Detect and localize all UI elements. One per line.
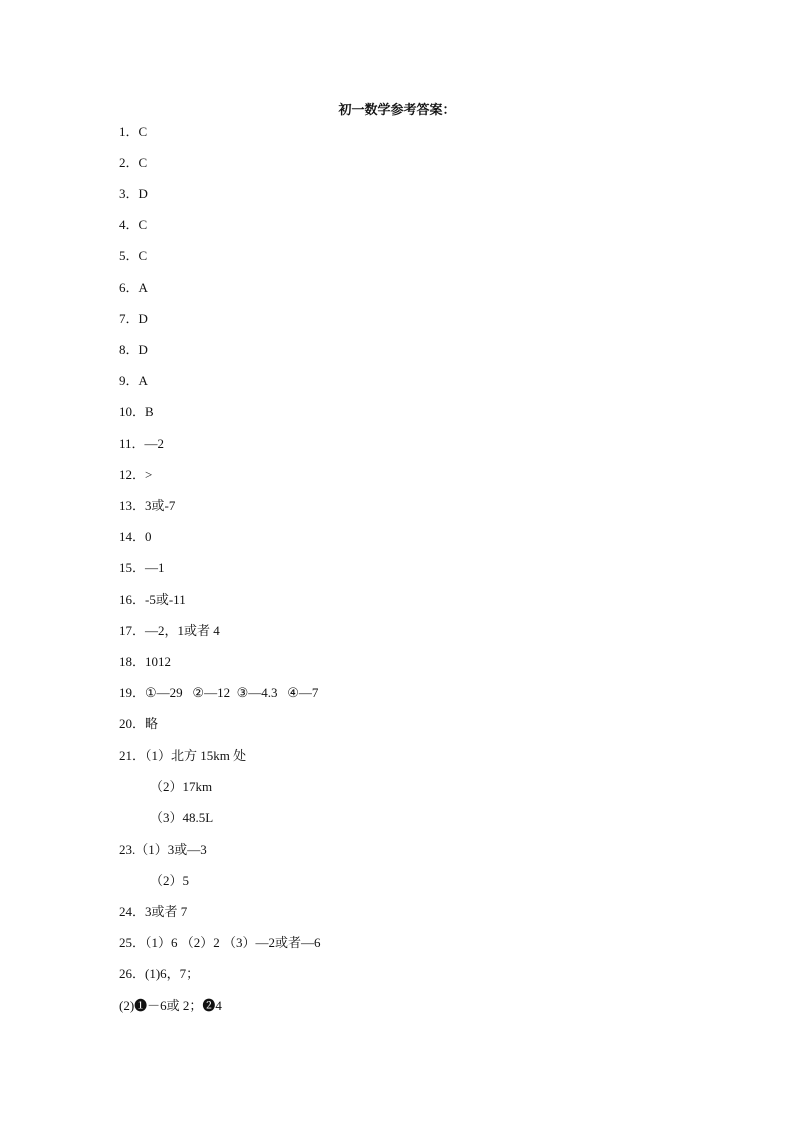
answer-text: 3或者 7 bbox=[145, 904, 188, 919]
answer-number: 24． bbox=[119, 904, 146, 919]
answer-5 bbox=[119, 248, 147, 264]
answer-number: 8． bbox=[119, 342, 139, 357]
answer-14 bbox=[119, 529, 152, 545]
answer-text: （1）北方 15km 处 bbox=[145, 748, 247, 763]
answer-17 bbox=[119, 623, 220, 639]
answer-text: 略 bbox=[145, 716, 159, 731]
page-title: 初一数学参考答案： bbox=[338, 103, 456, 118]
answer-21-part-1 bbox=[119, 748, 246, 764]
answer-number: 26． bbox=[119, 966, 146, 981]
answer-19 bbox=[119, 685, 318, 701]
answer-number: 9． bbox=[119, 373, 139, 388]
answer-number: 6． bbox=[119, 280, 139, 295]
answer-text: （1）6 （2）2 （3）—2或者—6 bbox=[145, 935, 321, 950]
answer-text: C bbox=[138, 155, 148, 170]
answer-number: 3． bbox=[119, 186, 139, 201]
answer-text: C bbox=[138, 217, 148, 232]
answer-text: (1)6，7； bbox=[145, 966, 200, 981]
answer-12 bbox=[119, 467, 152, 483]
answer-6 bbox=[119, 280, 148, 296]
answer-number: 20． bbox=[119, 716, 146, 731]
answer-21-part-3 bbox=[150, 810, 213, 826]
answer-16 bbox=[119, 592, 186, 608]
answer-text: D bbox=[138, 186, 148, 201]
answer-23-part-1 bbox=[119, 842, 207, 858]
answer-number: 25． bbox=[119, 935, 146, 950]
answer-21-part-2 bbox=[150, 779, 212, 795]
answer-number: 16． bbox=[119, 592, 146, 607]
answer-text: （2）17km bbox=[150, 779, 213, 794]
answer-number: 19． bbox=[119, 685, 146, 700]
answer-20 bbox=[119, 716, 158, 732]
answer-18 bbox=[119, 654, 171, 670]
answer-number: 1． bbox=[119, 124, 139, 139]
answer-text: A bbox=[138, 373, 148, 388]
answer-text: （3）48.5L bbox=[150, 810, 214, 825]
answer-number: 18． bbox=[119, 654, 146, 669]
answer-number: 5． bbox=[119, 248, 139, 263]
answer-9 bbox=[119, 373, 148, 389]
answer-24 bbox=[119, 904, 187, 920]
answer-number: 7． bbox=[119, 311, 139, 326]
answer-text: D bbox=[138, 311, 148, 326]
answer-text: D bbox=[138, 342, 148, 357]
answer-text: C bbox=[138, 124, 148, 139]
answer-text: A bbox=[138, 280, 148, 295]
answer-text: C bbox=[138, 248, 148, 263]
answer-number: 10． bbox=[119, 404, 146, 419]
answer-23-part-2 bbox=[150, 873, 189, 889]
answer-number: 21． bbox=[119, 748, 146, 763]
answer-text: ①—29 ②—12 ③—4.3 ④—7 bbox=[145, 685, 319, 700]
answer-number: 17． bbox=[119, 623, 146, 638]
answer-number: 4． bbox=[119, 217, 139, 232]
answer-1 bbox=[119, 124, 147, 140]
answer-text: (2)❶－6或 2；❷4 bbox=[119, 998, 222, 1013]
answer-number: 2． bbox=[119, 155, 139, 170]
answer-26-part-2 bbox=[119, 998, 222, 1014]
answer-text: —1 bbox=[145, 560, 165, 575]
answer-number: 23. bbox=[119, 842, 136, 857]
answer-26-part-1 bbox=[119, 966, 199, 982]
answer-number: 11． bbox=[119, 436, 145, 451]
answer-text: 3或-7 bbox=[145, 498, 176, 513]
answer-number: 14． bbox=[119, 529, 146, 544]
answer-text: —2 bbox=[144, 436, 165, 451]
answer-2 bbox=[119, 155, 147, 171]
answer-text: —2，1或者 4 bbox=[145, 623, 220, 638]
answer-15 bbox=[119, 560, 165, 576]
answer-25 bbox=[119, 935, 321, 951]
answer-4 bbox=[119, 217, 147, 233]
answer-10 bbox=[119, 404, 154, 420]
answer-7 bbox=[119, 311, 148, 327]
answer-number: 13． bbox=[119, 498, 146, 513]
answer-text: -5或-11 bbox=[145, 592, 186, 607]
answer-text: > bbox=[145, 467, 153, 482]
answer-text: 0 bbox=[145, 529, 152, 544]
answer-text: （2）5 bbox=[150, 873, 190, 888]
answer-8 bbox=[119, 342, 148, 358]
answer-text: （1）3或—3 bbox=[135, 842, 207, 857]
answer-number: 12． bbox=[119, 467, 146, 482]
answer-13 bbox=[119, 498, 175, 514]
answer-11 bbox=[119, 436, 164, 452]
answer-3 bbox=[119, 186, 148, 202]
answer-text: B bbox=[145, 404, 154, 419]
answer-text: 1012 bbox=[145, 654, 172, 669]
answer-number: 15． bbox=[119, 560, 146, 575]
